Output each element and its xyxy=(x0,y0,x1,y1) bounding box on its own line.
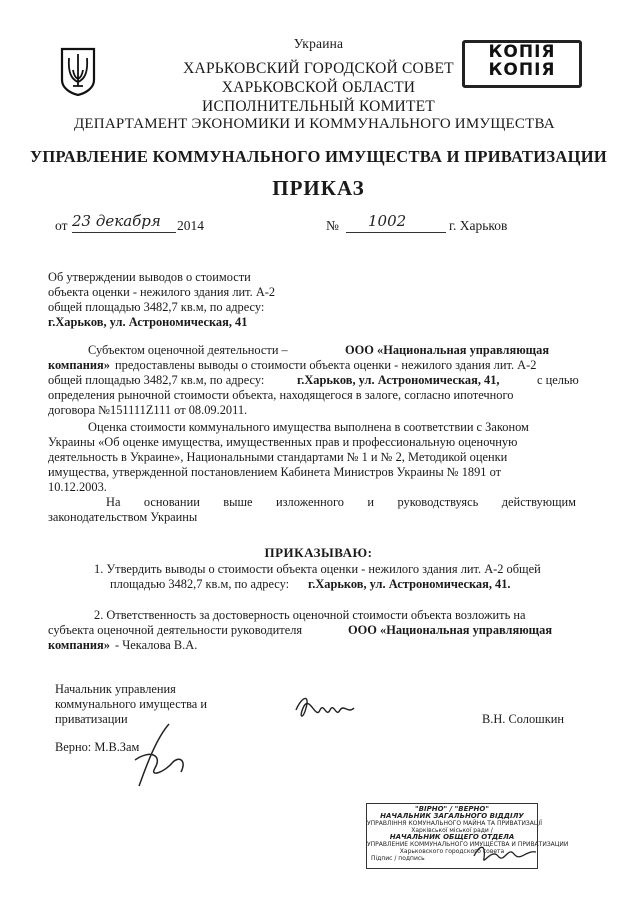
order-item-1-line-2a: площадью 3482,7 кв.м, по адресу: xyxy=(110,577,290,591)
order-item-2-line-3b: - Чекалова В.А. xyxy=(115,638,198,652)
order-number-label: № xyxy=(326,218,339,233)
signatory-name: В.Н. Солошкин xyxy=(482,712,565,726)
verno-stamp-line-8: Підпис / подпись xyxy=(371,855,425,862)
verno-stamp-line-3: УПРАВЛІННЯ КОМУНАЛЬНОГО МАЙНА ТА ПРИВАТИЗАЦІЇ xyxy=(367,820,543,827)
order-item-2-line-2b: ООО «Национальная управляющая xyxy=(348,623,553,637)
council-name: ХАРЬКОВСКИЙ ГОРОДСКОЙ СОВЕТ xyxy=(183,60,454,77)
order-date-handwritten: 23 декабря xyxy=(72,212,161,230)
copy-stamp xyxy=(462,40,582,88)
p2-line-1: Оценка стоимости коммунального имущества выполнена в соответствии с Законом xyxy=(88,420,529,434)
order-year: 2014 xyxy=(177,218,204,233)
date-underline xyxy=(72,232,176,233)
verno-stamp-line-4: Харківської міської ради / xyxy=(411,827,493,834)
committee-name: ИСПОЛНИТЕЛЬНЫЙ КОМИТЕТ xyxy=(202,98,435,115)
signatory-title-line-3: приватизации xyxy=(55,712,128,726)
p2-line-5: 10.12.2003. xyxy=(48,480,107,494)
subject-line-2: объекта оценки - нежилого здания лит. А-2 xyxy=(48,285,276,299)
p1-line-5: договора №151111Z111 от 08.09.2011. xyxy=(48,403,248,417)
p1-line-3c: с целью xyxy=(537,373,579,387)
subject-line-3: общей площадью 3482,7 кв.м, по адресу: xyxy=(48,300,265,314)
p1-line-2b: предоставлены выводы о стоимости объекта оценки - нежилого здания лит. А-2 xyxy=(115,358,537,372)
order-date-prefix: от xyxy=(55,218,68,233)
country-name: Украина xyxy=(293,36,344,51)
stamp-signature xyxy=(470,838,540,868)
p2-line-4: имущества, утвержденной постановлением Кабинета Министров Украины № 1891 от xyxy=(48,465,502,479)
p1-line-1b: ООО «Национальная управляющая xyxy=(345,343,550,357)
p1-line-3a: общей площадью 3482,7 кв.м, по адресу: xyxy=(48,373,265,387)
copy-stamp-line-1: КОПІЯ xyxy=(488,42,556,62)
p1-line-3b: г.Харьков, ул. Астрономическая, 41, xyxy=(297,373,500,387)
orders-heading: ПРИКАЗЫВАЮ: xyxy=(264,545,373,560)
director-signature xyxy=(290,690,360,728)
p1-line-2a: компания» xyxy=(48,358,110,372)
order-city: г. Харьков xyxy=(449,218,508,233)
verno-stamp-line-2: НАЧАЛЬНИК ЗАГАЛЬНОГО ВІДДІЛУ xyxy=(380,812,524,820)
verno-stamp-line-5: НАЧАЛЬНИК ОБЩЕГО ОТДЕЛА xyxy=(389,833,515,841)
p1-line-4: определения рыночной стоимости объекта, находящегося в залоге, согласно ипотечного xyxy=(48,388,514,402)
order-item-2-line-3a: компания» xyxy=(48,638,110,652)
verno-stamp-line-7: Харьковского городского совета xyxy=(399,848,505,855)
subject-line-1: Об утверждении выводов о стоимости xyxy=(48,270,251,284)
verno-stamp-line-6: УПРАВЛЕНИЕ КОММУНАЛЬНОГО ИМУЩЕСТВА И ПРИВАТИЗАЦИИ xyxy=(367,841,569,848)
order-item-1-line-1: 1. Утвердить выводы о стоимости объекта оценки - нежилого здания лит. А-2 общей xyxy=(94,562,541,576)
directorate-name: УПРАВЛЕНИЕ КОММУНАЛЬНОГО ИМУЩЕСТВА И ПРИВАТИЗАЦИИ xyxy=(30,147,607,166)
region-name: ХАРЬКОВСКОЙ ОБЛАСТИ xyxy=(221,79,416,96)
verno-stamp-line-1: "ВІРНО" / "ВЕРНО" xyxy=(415,805,489,813)
document-type: ПРИКАЗ xyxy=(272,176,365,200)
order-item-2-line-2a: субъекта оценочной деятельности руководителя xyxy=(48,623,303,637)
p2-line-3: деятельность в Украине», Национальными стандартами № 1 и № 2, Методикой оценки xyxy=(48,450,508,464)
order-item-2-line-1: 2. Ответственность за достоверность оценочной стоимости объекта возложить на xyxy=(94,608,526,622)
signatory-title-line-2: коммунального имущества и xyxy=(55,697,208,711)
order-number-handwritten: 1002 xyxy=(368,212,407,230)
p2-line-2: Украины «Об оценке имущества, имущественных прав и профессиональную оценочную xyxy=(48,435,518,449)
verno-signature xyxy=(125,720,195,790)
p3-line-2: законодательством Украины xyxy=(48,510,198,524)
order-item-1-line-2b: г.Харьков, ул. Астрономическая, 41. xyxy=(308,577,511,591)
number-underline xyxy=(346,232,446,233)
signatory-title-line-1: Начальник управления xyxy=(55,682,176,696)
p3-line-1: На основании выше изложенного и руководствуясь действующим xyxy=(106,495,576,509)
p1-line-1a: Субъектом оценочной деятельности – xyxy=(88,343,288,357)
copy-stamp-line-2: КОПІЯ xyxy=(488,60,556,80)
department-name: ДЕПАРТАМЕНТ ЭКОНОМИКИ И КОММУНАЛЬНОГО ИМУЩЕСТВА xyxy=(74,116,555,132)
verno-line: Верно: М.В.Зам xyxy=(55,740,140,754)
subject-line-4: г.Харьков, ул. Астрономическая, 41 xyxy=(48,315,248,329)
